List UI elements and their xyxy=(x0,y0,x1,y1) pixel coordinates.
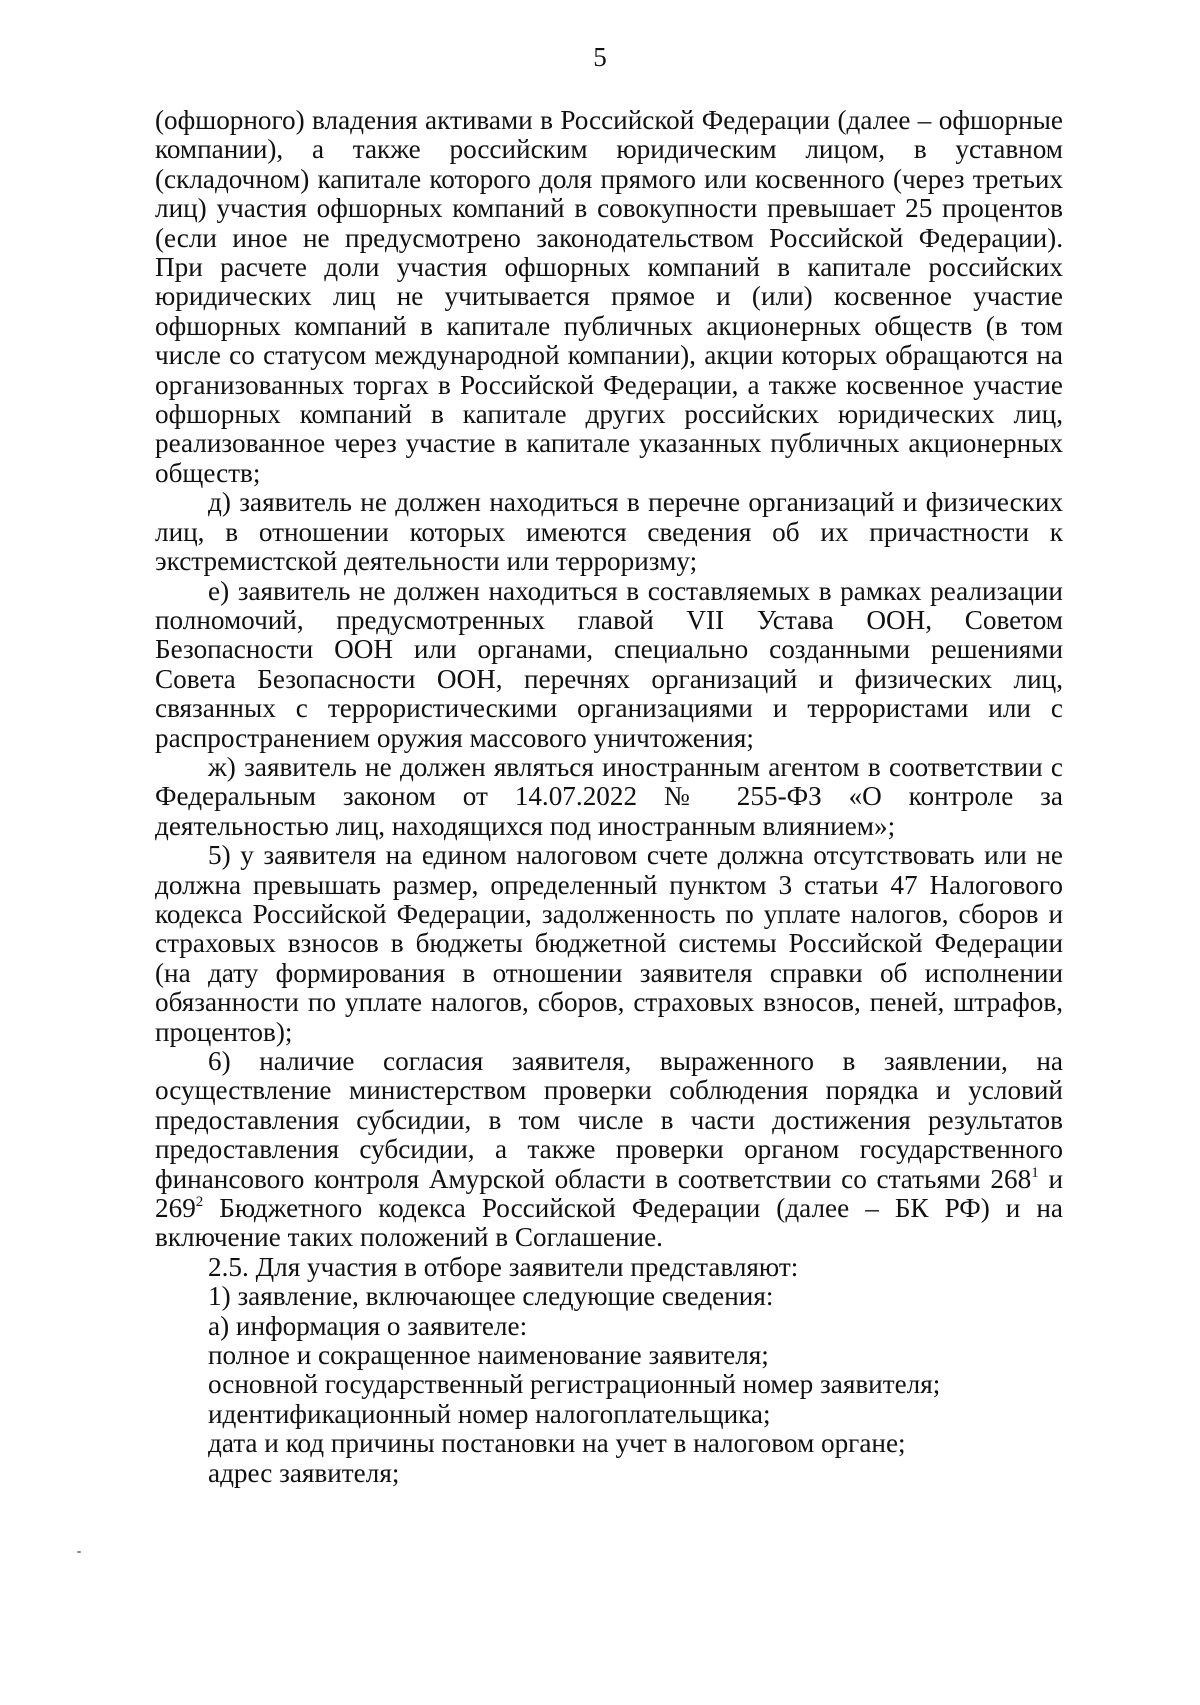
superscript-1: 1 xyxy=(1031,1164,1039,1181)
paragraph-item-5: 5) у заявителя на едином налоговом счете должна отсутствовать или не должна превышать размер, определенный пунктом 3 статьи 47 Налогового кодекса Российской Федерации, задолженность по уплате налогов, сборов и страховых взносов в бюджеты бюджетной системы Российской Федерации (на дату формирования в отношении заявителя справки об исполнении обязанности по уплате налогов, сборов, страховых взносов, пеней, штрафов, процентов); xyxy=(155,840,1063,1047)
paragraph-section-2-5: 2.5. Для участия в отборе заявители представляют: xyxy=(208,1251,799,1282)
item-6-text-part3: Бюджетного кодекса Российской Федерации (далее – БК РФ) и на включение таких положений в Соглашение. xyxy=(155,1193,1063,1253)
item-6-text-part1: 6) наличие согласия заявителя, выраженного в заявлении, на осуществление министерством проверки соблюдения порядка и условий предоставления субсидии, в том числе в части достижения результатов предоставления субсидии, а также проверки органом государственного финансового контроля Амурской области в соответствии со статьями 268 xyxy=(155,1046,1063,1194)
superscript-2: 2 xyxy=(195,1194,204,1211)
list-item-kpp: дата и код причины постановки на учет в налоговом органе; xyxy=(208,1428,906,1459)
paragraph-application-item-1: 1) заявление, включающее следующие сведения: xyxy=(208,1281,774,1312)
paragraph-applicant-info: а) информация о заявителе: xyxy=(208,1310,528,1341)
paragraph-offshore-continuation: (офшорного) владения активами в Российской Федерации (далее – офшорные компании), а также российским юридическим лицом, в уставном (складочном) капитале которого доля прямого или косвенного (через третьих лиц) участия офшорных компаний в совокупности превышает 25 процентов (если иное не предусмотрено законодательством Российской Федерации). При расчете доли участия офшорных компаний в капитале российских юридических лиц не учитывается прямое и (или) косвенное участие офшорных компаний в капитале публичных акционерных обществ (в том числе со статусом международной компании), акции которых обращаются на организованных торгах в Российской Федерации, а также косвенное участие офшорных компаний в капитале других российских юридических лиц, реализованное через участие в капитале указанных публичных акционерных обществ; xyxy=(155,105,1063,488)
page-number: 5 xyxy=(593,42,607,72)
list-item-ogrn: основной государственный регистрационный номер заявителя; xyxy=(208,1369,941,1400)
paragraph-item-6 xyxy=(155,1047,1063,1253)
list-item-inn: идентификационный номер налогоплательщика; xyxy=(208,1398,771,1429)
scan-speck xyxy=(77,1551,81,1553)
item-6-text-part2: и 269 xyxy=(155,1163,1063,1224)
list-item-full-name: полное и сокращенное наименование заявителя; xyxy=(208,1340,769,1371)
paragraph-item-zh: ж) заявитель не должен являться иностранным агентом в соответствии с Федеральным законом от 14.07.2022 № 255-ФЗ «О контроле за деятельностью лиц, находящихся под иностранным влиянием»; xyxy=(155,751,1063,841)
paragraph-item-d: д) заявитель не должен находиться в перечне организаций и физических лиц, в отношении которых имеются сведения об их причастности к экстремистской деятельности или терроризму; xyxy=(155,487,1063,577)
paragraph-item-e: е) заявитель не должен находиться в составляемых в рамках реализации полномочий, предусмотренных главой VII Устава ООН, Советом Безопасности ООН или органами, специально созданными решениями Совета Безопасности ООН, перечнях организаций и физических лиц, связанных с террористическими организациями и террористами или с распространением оружия массового уничтожения; xyxy=(155,575,1063,753)
list-item-address: адрес заявителя; xyxy=(208,1457,400,1488)
document-body xyxy=(155,106,1063,1488)
